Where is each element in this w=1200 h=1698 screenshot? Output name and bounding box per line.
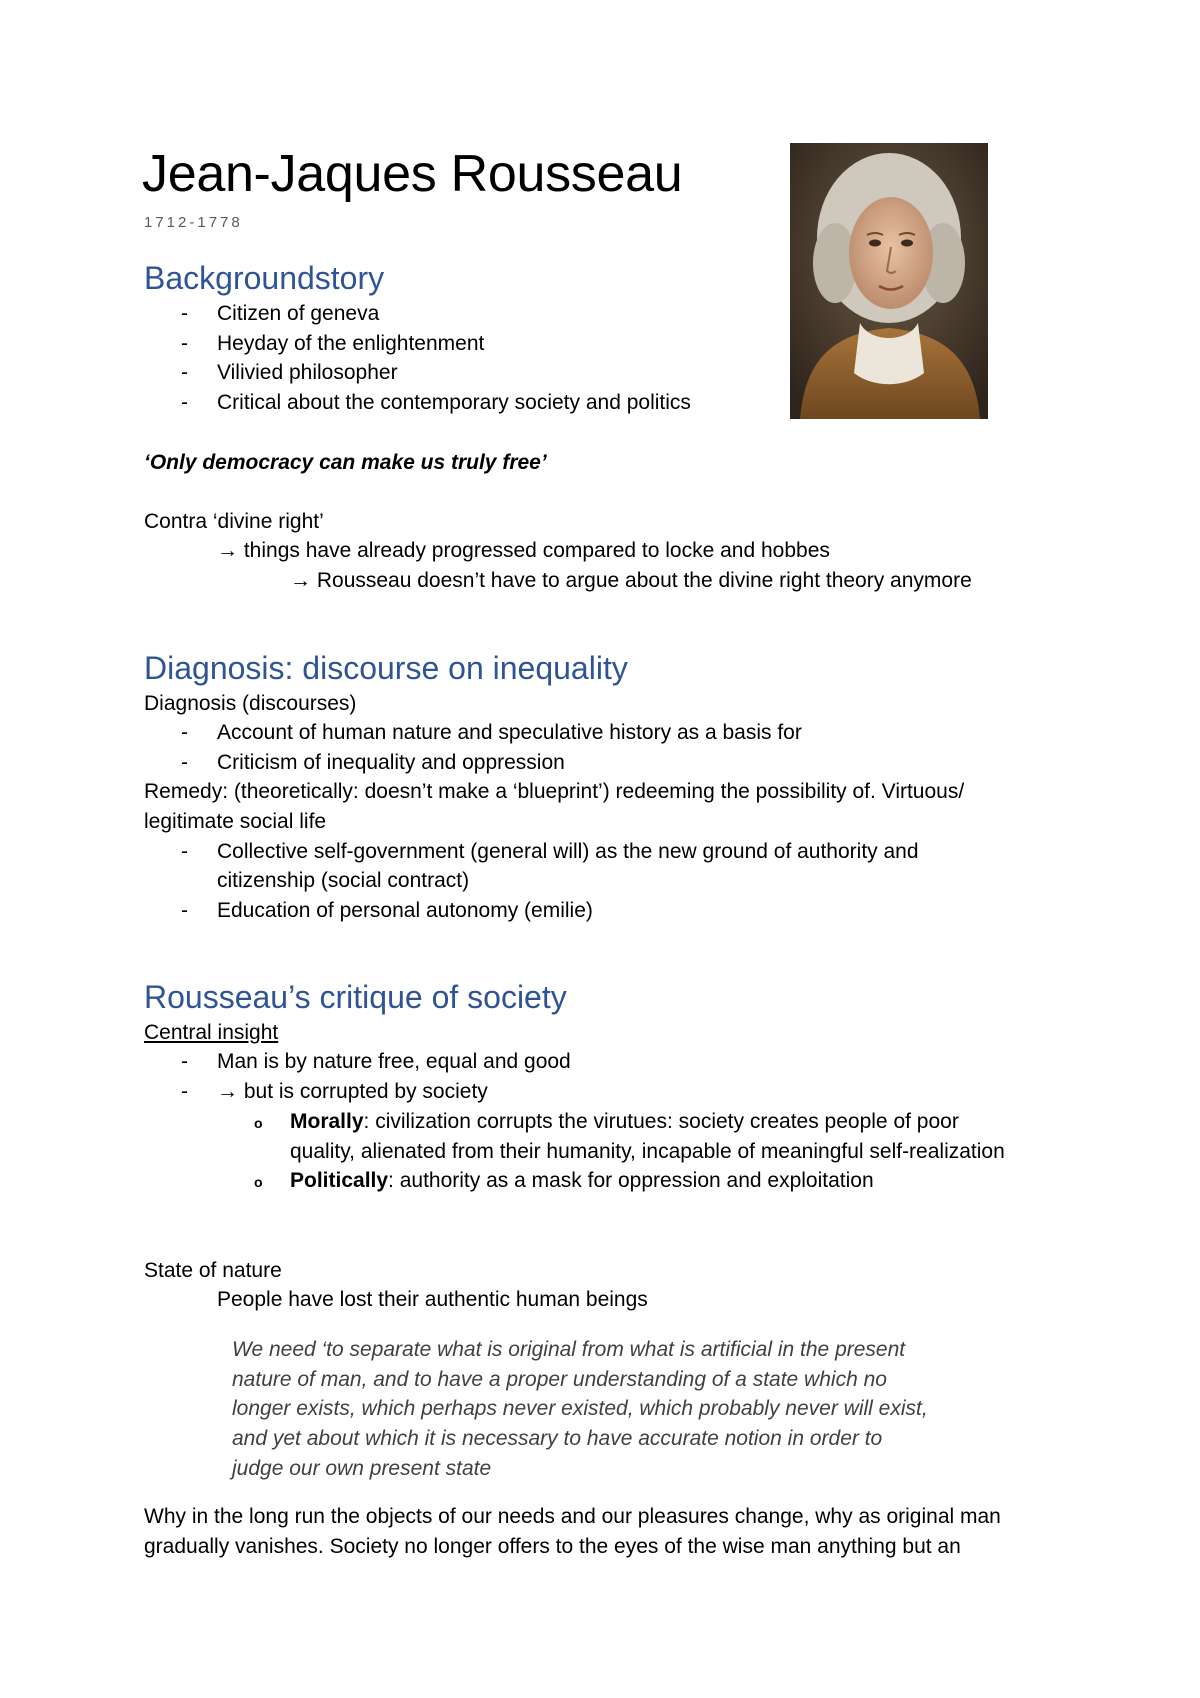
life-dates: 1712-1778 (144, 214, 243, 231)
portrait-image (790, 143, 988, 419)
block-quote-line: and yet about which it is necessary to have accurate notion in order to (232, 1427, 883, 1450)
section-heading-critique: Rousseau’s critique of society (144, 979, 567, 1015)
contra-line: Contra ‘divine right’ (144, 510, 324, 533)
list-item-cont: citizenship (social contract) (217, 869, 470, 892)
section-heading-background: Backgroundstory (144, 260, 385, 296)
list-dash: - (181, 751, 188, 774)
arrow-line-1: → things have already progressed compared to locke and hobbes (217, 539, 830, 562)
arrow-line-2: → Rousseau doesn’t have to argue about the divine right theory anymore (290, 569, 972, 592)
remedy-line-1: Remedy: (theoretically: doesn’t make a ‘blueprint’) redeeming the possibility of. Virtuous/ (144, 780, 965, 803)
list-dash: - (181, 361, 188, 384)
section-heading-diagnosis: Diagnosis: discourse on inequality (144, 650, 628, 686)
block-quote-line: judge our own present state (232, 1457, 492, 1480)
sub-list-item: Morally: civilization corrupts the virutues: society creates people of poor (290, 1110, 959, 1133)
list-dash: - (181, 391, 188, 414)
sub-list-item: Politically: authority as a mask for oppression and exploitation (290, 1169, 874, 1192)
list-dash: - (181, 899, 188, 922)
block-quote-line: nature of man, and to have a proper understanding of a state which no (232, 1368, 887, 1391)
circle-bullet: o (254, 1174, 263, 1190)
state-of-nature-line: People have lost their authentic human beings (217, 1288, 648, 1311)
list-item: Citizen of geneva (217, 302, 380, 325)
list-item: → but is corrupted by society (217, 1080, 488, 1103)
list-dash: - (181, 332, 188, 355)
remedy-line-2: legitimate social life (144, 810, 327, 833)
list-item: Account of human nature and speculative history as a basis for (217, 721, 802, 744)
list-item: Criticism of inequality and oppression (217, 751, 565, 774)
list-item: Man is by nature free, equal and good (217, 1050, 571, 1073)
list-item: Vilivied philosopher (217, 361, 398, 384)
list-item: Education of personal autonomy (emilie) (217, 899, 593, 922)
list-item: Critical about the contemporary society and politics (217, 391, 691, 414)
arrow-icon: → (217, 1080, 238, 1103)
list-item: Heyday of the enlightenment (217, 332, 485, 355)
paragraph-line: gradually vanishes. Society no longer offers to the eyes of the wise man anything but an (144, 1535, 961, 1558)
block-quote-line: longer exists, which perhaps never existed, which probably never will exist, (232, 1397, 928, 1420)
page-title: Jean-Jaques Rousseau (142, 145, 683, 203)
list-dash: - (181, 302, 188, 325)
block-quote-line: We need ‘to separate what is original from what is artificial in the present (232, 1338, 906, 1361)
list-dash: - (181, 840, 188, 863)
list-item: Collective self-government (general will) as the new ground of authority and (217, 840, 919, 863)
central-insight-label: Central insight (144, 1021, 279, 1044)
diagnosis-sub: Diagnosis (discourses) (144, 692, 357, 715)
arrow-icon: → (217, 539, 238, 562)
state-of-nature-label: State of nature (144, 1259, 282, 1282)
sub-list-item-cont: quality, alienated from their humanity, incapable of meaningful self-realization (290, 1140, 1005, 1163)
list-dash: - (181, 1080, 188, 1103)
list-dash: - (181, 721, 188, 744)
circle-bullet: o (254, 1115, 263, 1131)
democracy-quote: ‘Only democracy can make us truly free’ (144, 451, 547, 474)
paragraph-line: Why in the long run the objects of our needs and our pleasures change, why as original man (144, 1505, 1001, 1528)
list-dash: - (181, 1050, 188, 1073)
arrow-icon: → (290, 569, 311, 592)
